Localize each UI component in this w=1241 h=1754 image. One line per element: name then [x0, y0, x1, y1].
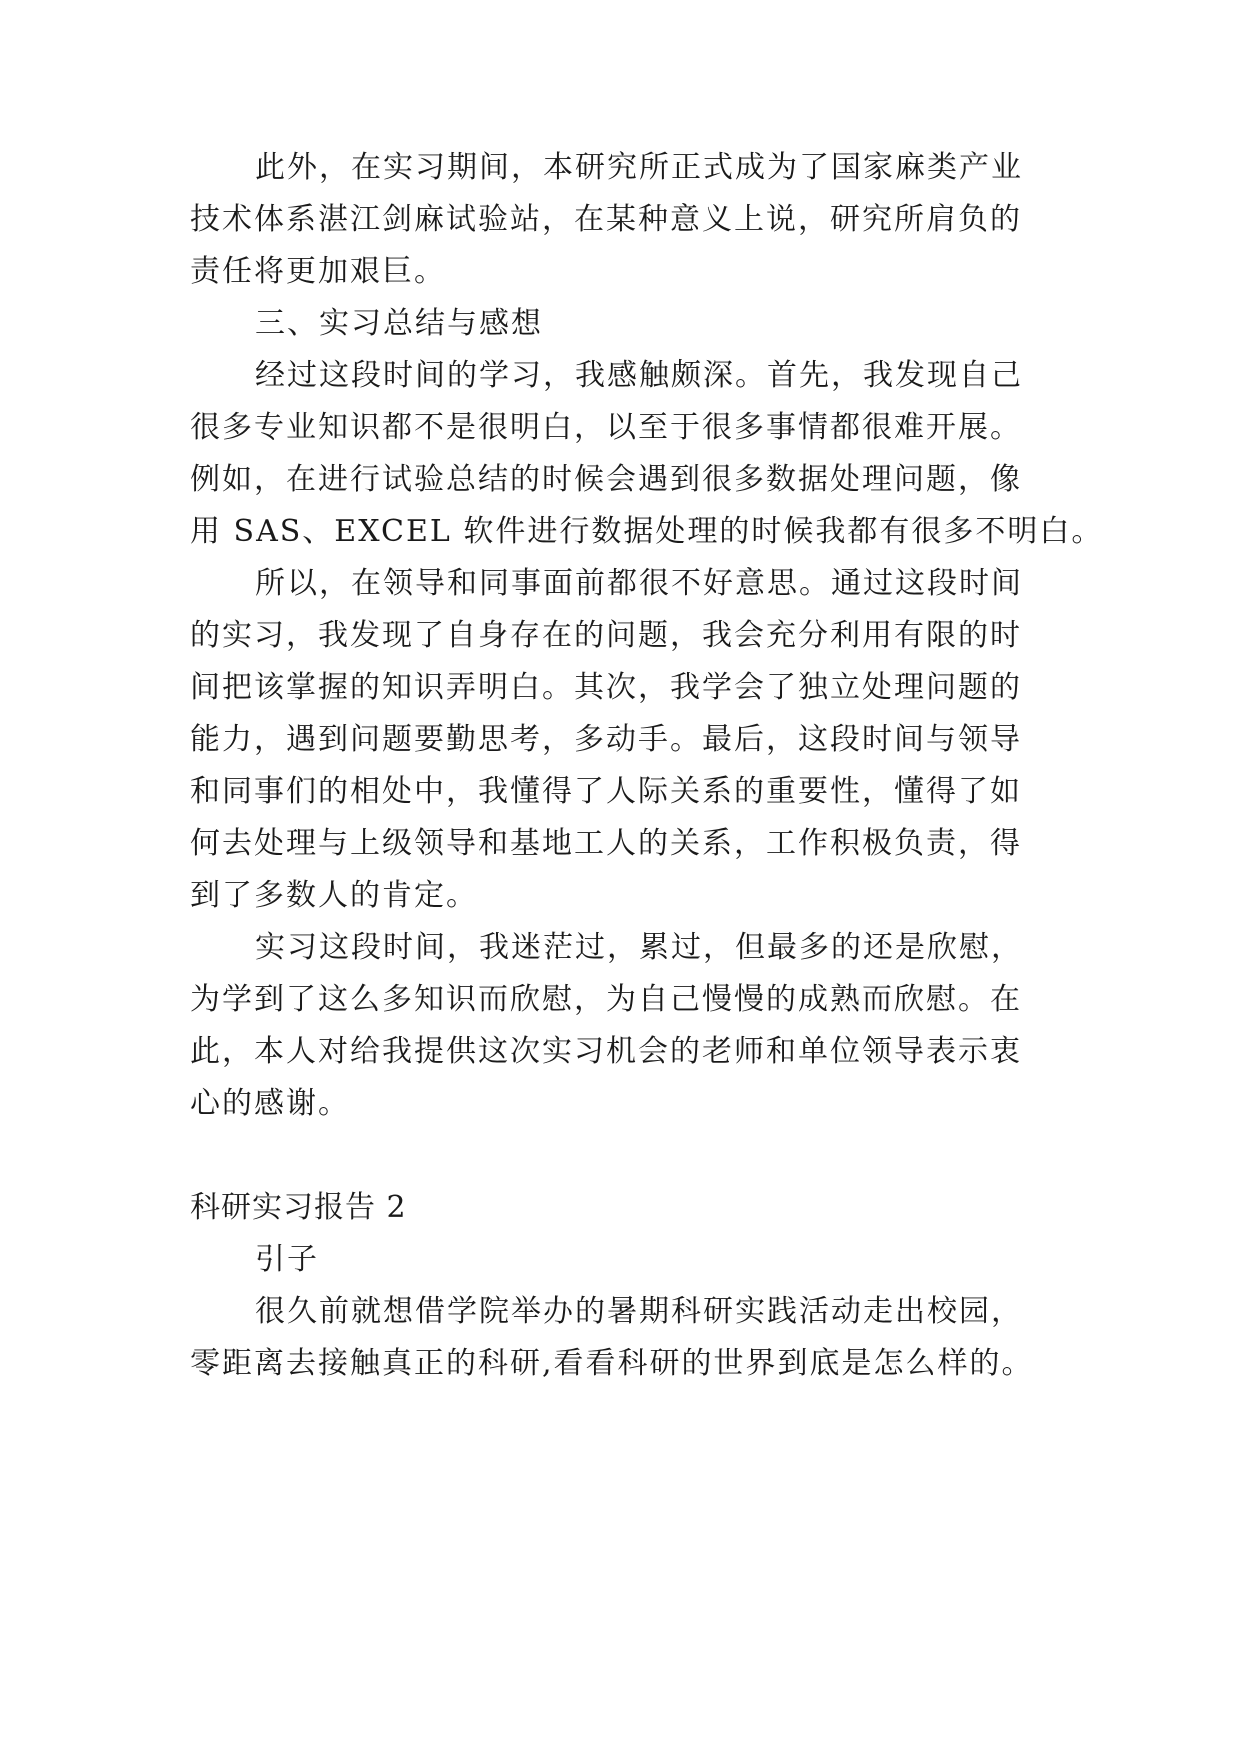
paragraph-line: 和同事们的相处中，我懂得了人际关系的重要性，懂得了如	[190, 774, 1022, 809]
report-title: 科研实习报告 2	[190, 1190, 407, 1225]
paragraph-line: 技术体系湛江剑麻试验站，在某种意义上说，研究所肩负的	[190, 202, 1022, 237]
paragraph-line: 很多专业知识都不是很明白，以至于很多事情都很难开展。	[190, 410, 1022, 445]
paragraph-line: 很久前就想借学院举办的暑期科研实践活动走出校园，	[255, 1294, 1023, 1329]
paragraph-line: 为学到了这么多知识而欣慰，为自己慢慢的成熟而欣慰。在	[190, 982, 1022, 1017]
paragraph-line: 能力，遇到问题要勤思考，多动手。最后，这段时间与领导	[190, 722, 1022, 757]
paragraph-line: 此，本人对给我提供这次实习机会的老师和单位领导表示衷	[190, 1034, 1022, 1069]
paragraph-line: 到了多数人的肯定。	[190, 878, 478, 913]
section-heading: 三、实习总结与感想	[255, 306, 543, 341]
paragraph-line: 何去处理与上级领导和基地工人的关系，工作积极负责，得	[190, 826, 1022, 861]
paragraph-line: 所以，在领导和同事面前都很不好意思。通过这段时间	[255, 566, 1023, 601]
paragraph-line: 用 SAS、EXCEL 软件进行数据处理的时候我都有很多不明白。	[190, 514, 1104, 549]
paragraph-line: 心的感谢。	[190, 1086, 350, 1121]
paragraph-line: 间把该掌握的知识弄明白。其次，我学会了独立处理问题的	[190, 670, 1022, 705]
paragraph-line: 责任将更加艰巨。	[190, 254, 446, 289]
paragraph-line: 例如，在进行试验总结的时候会遇到很多数据处理问题，像	[190, 462, 1022, 497]
section-heading: 引子	[255, 1242, 319, 1277]
paragraph-line: 此外，在实习期间，本研究所正式成为了国家麻类产业	[255, 150, 1023, 185]
paragraph-line: 零距离去接触真正的科研,看看科研的世界到底是怎么样的。	[190, 1346, 1034, 1381]
paragraph-line: 的实习，我发现了自身存在的问题，我会充分利用有限的时	[190, 618, 1022, 653]
paragraph-line: 实习这段时间，我迷茫过，累过，但最多的还是欣慰，	[255, 930, 1023, 965]
paragraph-line: 经过这段时间的学习，我感触颇深。首先，我发现自己	[255, 358, 1023, 393]
